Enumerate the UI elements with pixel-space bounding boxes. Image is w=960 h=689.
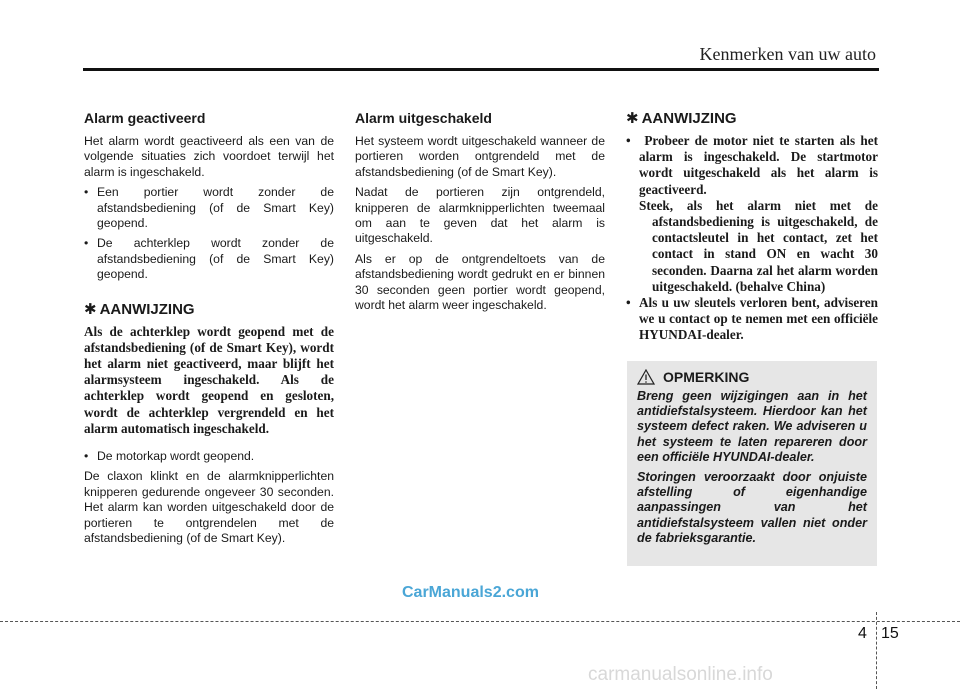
paragraph: Het alarm wordt geactiveerd als een van de volgende situaties zich voordoet terwijl het alarm is ingeschakeld. [84,134,334,179]
footer-divider [876,612,877,689]
note-heading-label: AANWIJZING [641,110,737,127]
list-item: • Als u uw sleutels verloren bent, adviseren we u contact op te nemen met een officiële HYUNDAI-dealer. [626,295,878,344]
note-heading-label: AANWIJZING [99,300,195,318]
bullet-list [84,449,334,464]
warning-triangle-icon [637,369,655,385]
caution-heading-label: OPMERKING [663,369,750,385]
footer-watermark: carmanualsonline.info [588,664,773,685]
paragraph: De claxon klinkt en de alarmknipperlichten knipperen gedurende ongeveer 30 seconden. Het alarm kan worden uitgeschakeld door de portieren te ontgrendelen met de afstandsbediening (of de Smart Key). [84,469,334,546]
column-3 [626,110,878,344]
note-heading [84,301,334,319]
section-heading-alarm-deactivated: Alarm uitgeschakeld [355,110,492,126]
footer-rule [0,621,960,622]
note-list [626,133,878,344]
list-item: • Een portier wordt zonder de afstandsbediening (of de Smart Key) geopend. [84,185,334,231]
list-item [626,133,878,295]
page-chapter-number: 4 [858,625,867,642]
header-title: Kenmerken van uw auto [699,44,876,64]
paragraph: Het systeem wordt uitgeschakeld wanneer de portieren worden ontgrendeld met de afstandsbediening (of de Smart Key). [355,134,605,179]
caution-box [627,361,877,566]
paragraph: Nadat de portieren zijn ontgrendeld, knipperen de alarmknipperlichten tweemaal om aan te geven dat het alarm is uitgeschakeld. [355,185,605,246]
caution-paragraph: Storingen veroorzaakt door onjuiste afstelling of eigenhandige aanpassingen van het antidiefstalsysteem vallen niet onder de fabrieksgarantie. [637,470,867,545]
list-item-text: Probeer de motor niet te starten als het alarm is ingeschakeld. De startmotor wordt uitgeschakeld als het alarm is geactiveerd. [639,133,879,197]
column-1 [84,110,334,552]
caution-paragraph: Breng geen wijzigingen aan in het antidiefstalsysteem. Hierdoor kan het systeem defect raken. We adviseren u het systeem te laten repareren door een officiële HYUNDAI-dealer. [637,389,867,464]
paragraph: Als er op de ontgrendeltoets van de afstandsbediening wordt gedrukt en er binnen 30 seconden geen portier wordt geopend, wordt het alarm weer ingeschakeld. [355,251,605,313]
section-heading-alarm-activated: Alarm geactiveerd [84,110,206,126]
note-text: Als de achterklep wordt geopend met de afstandsbediening (of de Smart Key), wordt het alarm niet geactiveerd, maar blijft het alarmsysteem ingeschakeld. Als de achterklep wordt geopend en gesloten, wordt de achterklep vergrendeld en het alarm automatisch ingeschakeld. [84,323,334,436]
list-item: • De motorkap wordt geopend. [84,449,334,464]
bullet-list [84,185,334,282]
list-item: • De achterklep wordt zonder de afstandsbediening (of de Smart Key) geopend. [84,236,334,282]
column-2 [355,110,605,318]
star-icon: ✱ [84,300,97,318]
note-heading [626,110,878,128]
watermark-link[interactable]: CarManuals2.com [402,584,539,601]
page-number: 15 [881,625,899,642]
list-item-subtext: Steek, als het alarm niet met de afstandsbediening is uitgeschakeld, de contactsleutel in het contact, zet het contact in stand ON en wacht 30 seconden. Daarna zal het alarm worden uitgeschakeld. (behalve China) [639,197,878,294]
star-icon: ✱ [626,110,639,127]
header-rule [83,68,879,71]
caution-heading [637,369,867,385]
